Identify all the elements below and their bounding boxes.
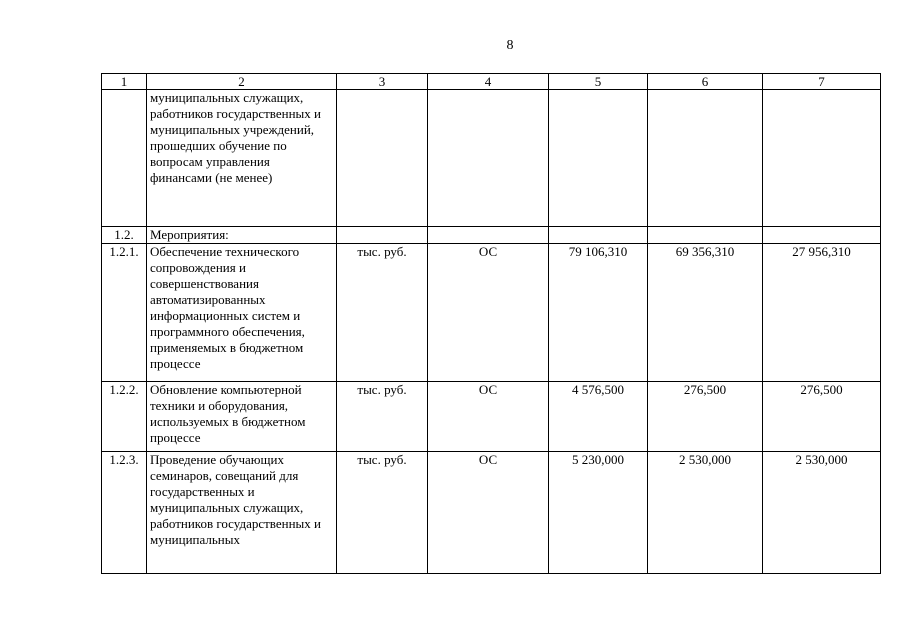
column-header: 5 xyxy=(549,74,648,90)
row-value-5 xyxy=(549,90,648,227)
row-value-5 xyxy=(549,227,648,244)
row-source xyxy=(428,227,549,244)
row-number xyxy=(102,90,147,227)
table-row xyxy=(102,244,881,382)
row-unit xyxy=(337,227,428,244)
row-unit: тыс. руб. xyxy=(337,244,428,382)
row-name: Проведение обучающих семинаров, совещаний для государственных и муниципальных служащих, работников государственных и муниципальных xyxy=(147,452,337,574)
row-source: ОС xyxy=(428,382,549,452)
row-value-6 xyxy=(648,90,763,227)
table-header-row xyxy=(102,74,881,90)
page-number: 8 xyxy=(506,38,514,53)
column-header: 2 xyxy=(147,74,337,90)
row-unit xyxy=(337,90,428,227)
row-name: Обеспечение технического сопровождения и совершенствования автоматизированных информационных систем и программного обеспечения, применяемых в бюджетном процессе xyxy=(147,244,337,382)
row-value-7: 276,500 xyxy=(763,382,881,452)
row-name: Обновление компьютерной техники и оборудования, используемых в бюджетном процессе xyxy=(147,382,337,452)
row-value-7 xyxy=(763,90,881,227)
row-name: Мероприятия: xyxy=(147,227,337,244)
table-row xyxy=(102,90,881,227)
row-value-5: 79 106,310 xyxy=(549,244,648,382)
row-value-6: 2 530,000 xyxy=(648,452,763,574)
row-source: ОС xyxy=(428,452,549,574)
row-value-6: 276,500 xyxy=(648,382,763,452)
row-value-6: 69 356,310 xyxy=(648,244,763,382)
row-value-7: 27 956,310 xyxy=(763,244,881,382)
row-number: 1.2.1. xyxy=(102,244,147,382)
row-unit: тыс. руб. xyxy=(337,382,428,452)
column-header: 4 xyxy=(428,74,549,90)
row-name: муниципальных служащих, работников государственных и муниципальных учреждений, прошедших обучение по вопросам управления финансами (не менее) xyxy=(147,90,337,227)
column-header: 1 xyxy=(102,74,147,90)
row-value-7: 2 530,000 xyxy=(763,452,881,574)
row-value-6 xyxy=(648,227,763,244)
table-row xyxy=(102,382,881,452)
row-number: 1.2.3. xyxy=(102,452,147,574)
row-value-5: 4 576,500 xyxy=(549,382,648,452)
row-number: 1.2.2. xyxy=(102,382,147,452)
column-header: 7 xyxy=(763,74,881,90)
row-number: 1.2. xyxy=(102,227,147,244)
row-value-7 xyxy=(763,227,881,244)
row-source: ОС xyxy=(428,244,549,382)
column-header: 6 xyxy=(648,74,763,90)
row-source xyxy=(428,90,549,227)
table-row xyxy=(102,227,881,244)
row-value-5: 5 230,000 xyxy=(549,452,648,574)
column-header: 3 xyxy=(337,74,428,90)
budget-table xyxy=(101,73,881,574)
table-row xyxy=(102,452,881,574)
row-unit: тыс. руб. xyxy=(337,452,428,574)
